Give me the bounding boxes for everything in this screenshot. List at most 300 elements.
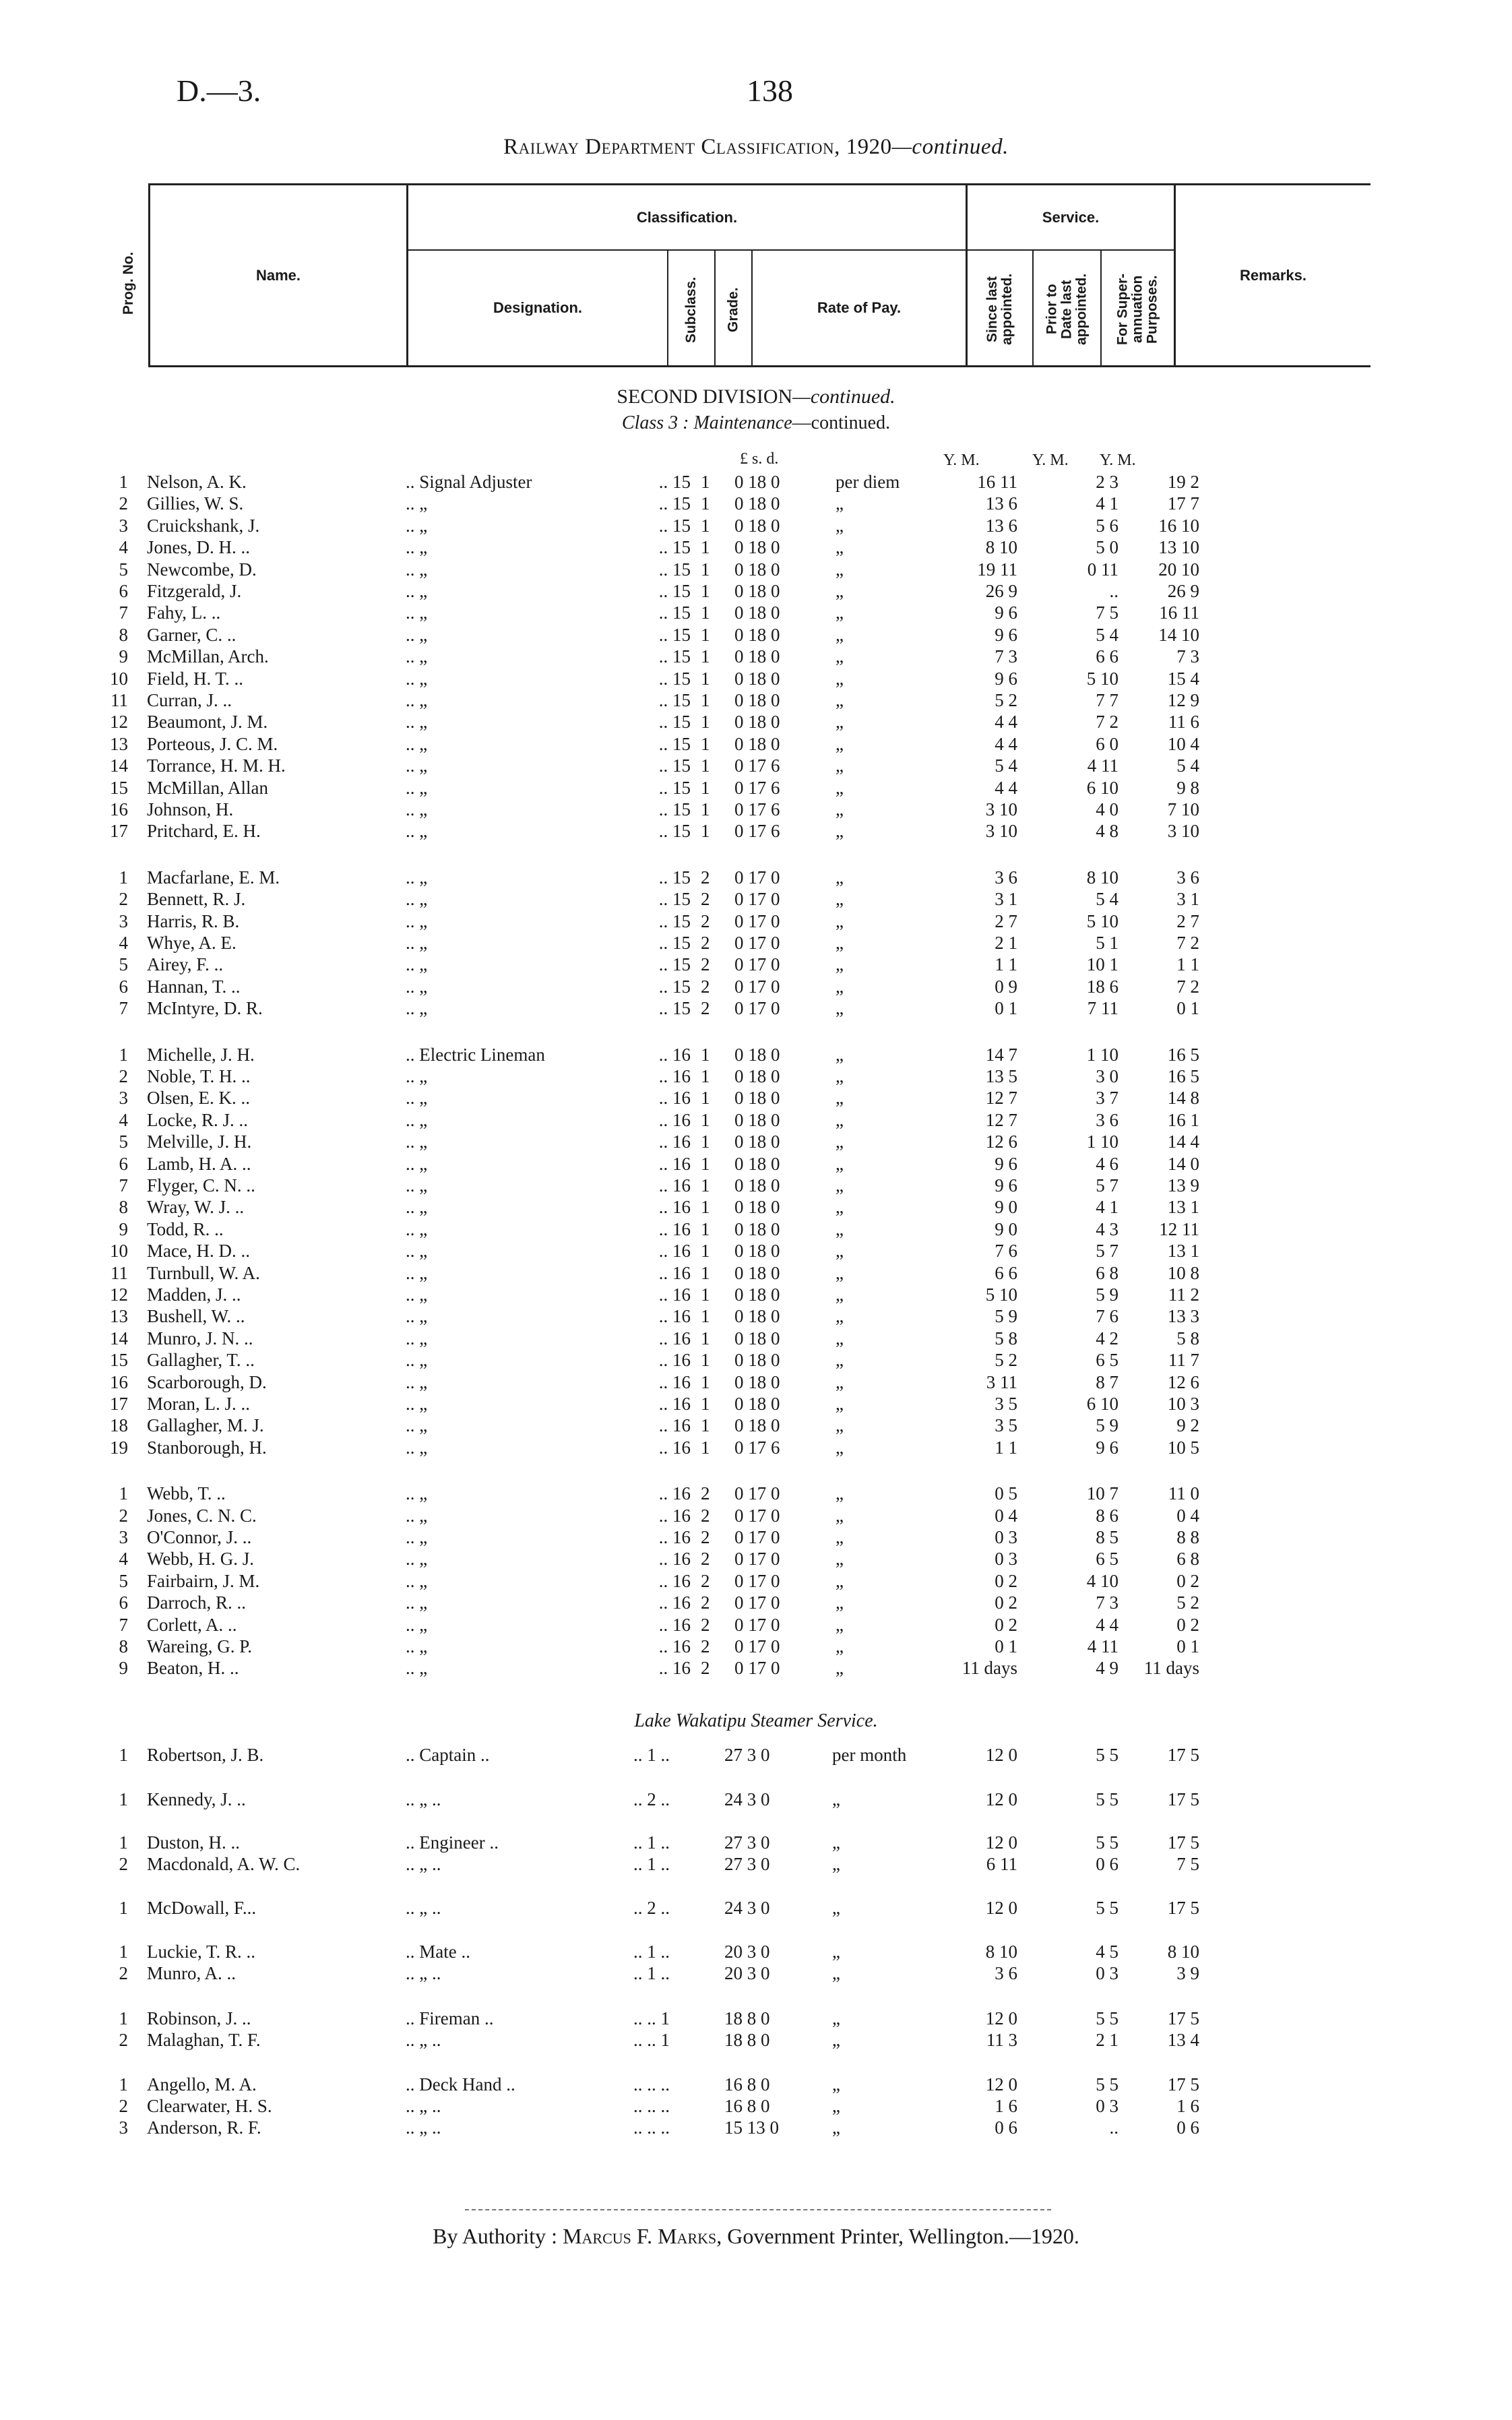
cell-pay: 0 18 0 bbox=[734, 1350, 780, 1370]
cell-s1: 0 5 bbox=[995, 1483, 1017, 1503]
cell-grd: 1 bbox=[701, 1350, 710, 1370]
table-row bbox=[0, 1962, 1512, 1985]
cell-no: 6 bbox=[119, 581, 128, 601]
cell-des: .. „ bbox=[406, 646, 428, 666]
cell-pay: 0 17 6 bbox=[734, 778, 780, 798]
table-row bbox=[0, 1570, 1512, 1592]
cell-sub: .. 15 bbox=[658, 690, 691, 710]
cell-s2: 1 10 bbox=[1086, 1045, 1119, 1065]
cell-grd: 2 bbox=[701, 1658, 710, 1678]
table-row bbox=[0, 1065, 1512, 1088]
table-row bbox=[0, 601, 1512, 624]
cell-s3: 3 1 bbox=[1176, 889, 1199, 909]
cell-name: Olsen, E. K. .. bbox=[147, 1088, 250, 1108]
cell-sub: .. 2 .. bbox=[633, 1898, 670, 1918]
cell-pay: 0 18 0 bbox=[734, 1263, 780, 1283]
cell-s2: 4 1 bbox=[1096, 493, 1119, 514]
cell-per: „ bbox=[832, 1789, 840, 1809]
cell-des: .. „ bbox=[406, 1175, 428, 1196]
cell-name: Macdonald, A. W. C. bbox=[147, 1854, 301, 1874]
cell-pay: 0 17 0 bbox=[734, 1615, 780, 1635]
cell-pay: 0 18 0 bbox=[734, 581, 780, 601]
cell-s1: 1 6 bbox=[995, 2096, 1017, 2116]
cell-grd: 1 bbox=[701, 669, 710, 689]
cell-des: .. „ bbox=[406, 976, 428, 997]
cell-no: 13 bbox=[110, 734, 128, 754]
cell-grd: 1 bbox=[701, 799, 710, 819]
table-row bbox=[0, 645, 1512, 668]
cell-des: .. „ bbox=[406, 1549, 428, 1569]
cell-sub: .. 16 bbox=[658, 1219, 691, 1239]
cell-grd: 1 bbox=[701, 1284, 710, 1305]
section-title bbox=[0, 385, 1512, 408]
cell-no: 18 bbox=[110, 1415, 128, 1435]
cell-pay: 0 17 6 bbox=[734, 821, 780, 841]
cell-pay: 0 17 0 bbox=[734, 889, 780, 909]
cell-s3: 13 10 bbox=[1158, 537, 1199, 557]
cell-sub: .. 1 .. bbox=[633, 1963, 670, 1983]
cell-s3: 8 8 bbox=[1176, 1527, 1199, 1547]
cell-des: .. „ bbox=[406, 1197, 428, 1217]
class-heading bbox=[0, 412, 1512, 434]
cell-s1: 9 6 bbox=[995, 602, 1017, 623]
cell-name: Airey, F. .. bbox=[147, 954, 224, 974]
cell-grd: 2 bbox=[701, 1483, 710, 1503]
cell-s2: 3 6 bbox=[1096, 1110, 1119, 1130]
cell-pay: 0 17 0 bbox=[734, 1483, 780, 1503]
col-service: Service. bbox=[1042, 208, 1100, 226]
cell-per: „ bbox=[836, 867, 844, 888]
cell-s3: 11 2 bbox=[1168, 1284, 1199, 1305]
cell-no: 10 bbox=[110, 669, 128, 689]
cell-pay: 0 17 6 bbox=[734, 799, 780, 819]
cell-sub: .. 15 bbox=[658, 821, 691, 841]
cell-s3: 13 1 bbox=[1167, 1241, 1199, 1261]
cell-name: Porteous, J. C. M. bbox=[147, 734, 278, 754]
cell-per: „ bbox=[836, 1328, 844, 1348]
class-name: Maintenance bbox=[693, 412, 792, 433]
cell-s3: 17 7 bbox=[1167, 493, 1199, 514]
cell-sub: .. 15 bbox=[658, 778, 691, 798]
cell-s1: 9 6 bbox=[995, 1154, 1017, 1174]
cell-pay: 0 18 0 bbox=[734, 712, 780, 732]
table-row bbox=[0, 1853, 1512, 1875]
cell-s2: 2 3 bbox=[1096, 472, 1119, 492]
cell-grd: 1 bbox=[701, 1415, 710, 1435]
table-row bbox=[0, 689, 1512, 712]
cell-s1: 4 4 bbox=[995, 734, 1017, 754]
cell-sub: .. 15 bbox=[658, 933, 691, 953]
cell-sub: .. 16 bbox=[658, 1549, 691, 1569]
cell-s3: 17 5 bbox=[1167, 2008, 1199, 2028]
cell-s3: 14 10 bbox=[1158, 625, 1199, 645]
footer-rule bbox=[465, 2209, 1051, 2210]
cell-pay: 20 3 0 bbox=[724, 1963, 770, 1983]
cell-name: Corlett, A. .. bbox=[147, 1615, 237, 1635]
cell-des: .. „ bbox=[406, 1350, 428, 1370]
cell-name: Torrance, H. M. H. bbox=[147, 755, 286, 776]
cell-grd: 2 bbox=[701, 998, 710, 1018]
cell-sub: .. 16 bbox=[658, 1394, 691, 1414]
cell-s2: 5 5 bbox=[1096, 2008, 1119, 2028]
cell-s1: 7 6 bbox=[995, 1241, 1017, 1261]
cell-pay: 0 17 0 bbox=[734, 1571, 780, 1591]
table-row bbox=[0, 776, 1512, 799]
cell-pay: 0 18 0 bbox=[734, 734, 780, 754]
cell-s2: .. bbox=[1109, 2117, 1119, 2138]
class-label: Class 3 : bbox=[621, 412, 689, 433]
table-row bbox=[0, 1109, 1512, 1131]
cell-name: Beaumont, J. M. bbox=[147, 712, 268, 732]
cell-s2: 5 5 bbox=[1096, 1745, 1119, 1765]
cell-des: .. „ bbox=[406, 1372, 428, 1392]
cell-per: „ bbox=[836, 1636, 844, 1656]
cell-grd: 1 bbox=[701, 493, 710, 514]
table-row bbox=[0, 1656, 1512, 1679]
cell-s3: 7 10 bbox=[1167, 799, 1199, 819]
table-row bbox=[0, 1504, 1512, 1527]
cell-s3: 10 3 bbox=[1167, 1394, 1199, 1414]
cell-s1: 0 1 bbox=[995, 1636, 1017, 1656]
cell-per: „ bbox=[836, 1175, 844, 1196]
cell-s3: 7 2 bbox=[1176, 933, 1199, 953]
cell-des: .. Captain .. bbox=[406, 1745, 490, 1765]
table-row bbox=[0, 492, 1512, 515]
col-remarks: Remarks. bbox=[1239, 266, 1307, 284]
cell-grd: 1 bbox=[701, 734, 710, 754]
cell-s2: 6 8 bbox=[1096, 1263, 1119, 1283]
cell-no: 4 bbox=[119, 1549, 128, 1569]
cell-s3: 11 6 bbox=[1168, 712, 1199, 732]
cell-sub: .. .. .. bbox=[633, 2117, 670, 2138]
cell-s2: 4 1 bbox=[1096, 1197, 1119, 1217]
cell-s3: 6 8 bbox=[1176, 1549, 1199, 1569]
cell-s2: 4 4 bbox=[1096, 1615, 1119, 1635]
cell-grd: 1 bbox=[701, 821, 710, 841]
cell-name: McDowall, F... bbox=[147, 1898, 257, 1918]
cell-sub: .. 15 bbox=[658, 889, 691, 909]
cell-s1: 12 7 bbox=[985, 1110, 1017, 1130]
cell-des: .. „ bbox=[406, 933, 428, 953]
cell-s3: 17 5 bbox=[1167, 2074, 1199, 2095]
cell-s3: 12 9 bbox=[1167, 690, 1199, 710]
cell-sub: .. 15 bbox=[658, 472, 691, 492]
cell-s3: 19 2 bbox=[1167, 472, 1199, 492]
table-row bbox=[0, 1743, 1512, 1766]
table-row bbox=[0, 1547, 1512, 1570]
table-row bbox=[0, 2007, 1512, 2030]
cell-per: „ bbox=[836, 1110, 844, 1130]
cell-s1: 9 6 bbox=[995, 669, 1017, 689]
cell-per: „ bbox=[836, 998, 844, 1018]
cell-des: .. „ bbox=[406, 1110, 428, 1130]
cell-pay: 0 17 0 bbox=[734, 933, 780, 953]
cell-sub: .. .. .. bbox=[633, 2096, 670, 2116]
cell-pay: 0 18 0 bbox=[734, 690, 780, 710]
cell-s2: 8 6 bbox=[1096, 1506, 1119, 1526]
cell-s1: 0 3 bbox=[995, 1549, 1017, 1569]
table-row bbox=[0, 667, 1512, 690]
table-row bbox=[0, 1086, 1512, 1109]
cell-des: .. „ bbox=[406, 516, 428, 536]
footer-imprint bbox=[0, 2224, 1512, 2249]
cell-no: 4 bbox=[119, 537, 128, 557]
cell-des: .. „ bbox=[406, 1437, 428, 1458]
cell-s2: 5 5 bbox=[1096, 1832, 1119, 1853]
cell-sub: .. 15 bbox=[658, 669, 691, 689]
cell-name: Kennedy, J. .. bbox=[147, 1789, 246, 1809]
table-row bbox=[0, 1218, 1512, 1241]
cell-per: „ bbox=[836, 889, 844, 909]
cell-s2: 5 5 bbox=[1096, 1789, 1119, 1809]
cell-no: 2 bbox=[119, 1066, 128, 1086]
table-row bbox=[0, 1196, 1512, 1218]
cell-grd: 1 bbox=[701, 1219, 710, 1239]
table-row bbox=[0, 1327, 1512, 1350]
cell-pay: 0 18 0 bbox=[734, 602, 780, 623]
cell-des: .. „ bbox=[406, 911, 428, 931]
cell-no: 1 bbox=[119, 2074, 128, 2095]
cell-s2: 9 6 bbox=[1096, 1437, 1119, 1458]
cell-sub: .. 16 bbox=[658, 1284, 691, 1305]
cell-no: 6 bbox=[119, 976, 128, 997]
cell-s3: 13 4 bbox=[1167, 2030, 1199, 2050]
cell-name: Anderson, R. F. bbox=[147, 2117, 261, 2138]
cell-name: Newcombe, D. bbox=[147, 559, 257, 580]
table-row bbox=[0, 1613, 1512, 1636]
cell-s3: 1 1 bbox=[1176, 954, 1199, 974]
cell-sub: .. 16 bbox=[658, 1437, 691, 1458]
cell-no: 7 bbox=[119, 998, 128, 1018]
cell-name: Wareing, G. P. bbox=[147, 1636, 253, 1656]
cell-grd: 2 bbox=[701, 1571, 710, 1591]
cell-s3: 13 9 bbox=[1167, 1175, 1199, 1196]
cell-pay: 0 18 0 bbox=[734, 1415, 780, 1435]
cell-s2: 5 9 bbox=[1096, 1415, 1119, 1435]
cell-s2: 5 5 bbox=[1096, 2074, 1119, 2095]
cell-pay: 0 18 0 bbox=[734, 1284, 780, 1305]
cell-s3: 9 8 bbox=[1176, 778, 1199, 798]
cell-s2: .. bbox=[1109, 581, 1119, 601]
cell-name: Whye, A. E. bbox=[147, 933, 237, 953]
cell-grd: 1 bbox=[701, 537, 710, 557]
cell-des: .. „ .. bbox=[406, 1854, 441, 1874]
cell-pay: 0 18 0 bbox=[734, 1241, 780, 1261]
cell-des: .. „ bbox=[406, 493, 428, 514]
cell-name: Malaghan, T. F. bbox=[147, 2030, 261, 2050]
cell-s2: 4 8 bbox=[1096, 821, 1119, 841]
cell-per: „ bbox=[836, 1284, 844, 1305]
cell-pay: 0 18 0 bbox=[734, 1197, 780, 1217]
cell-des: .. „ bbox=[406, 690, 428, 710]
cell-pay: 0 18 0 bbox=[734, 516, 780, 536]
cell-per: „ bbox=[836, 1350, 844, 1370]
cell-s2: 5 5 bbox=[1096, 1898, 1119, 1918]
cell-per: „ bbox=[836, 625, 844, 645]
cell-s3: 16 1 bbox=[1167, 1110, 1199, 1130]
cell-pay: 0 18 0 bbox=[734, 1110, 780, 1130]
cell-no: 1 bbox=[119, 1942, 128, 1962]
cell-grd: 1 bbox=[701, 1110, 710, 1130]
cell-sub: .. 16 bbox=[658, 1636, 691, 1656]
cell-s1: 12 0 bbox=[985, 1832, 1017, 1853]
cell-s3: 3 9 bbox=[1176, 1963, 1199, 1983]
cell-pay: 0 18 0 bbox=[734, 1219, 780, 1239]
cell-pay: 0 18 0 bbox=[734, 559, 780, 580]
cell-sub: .. 15 bbox=[658, 559, 691, 580]
cell-name: Robinson, J. .. bbox=[147, 2008, 251, 2028]
cell-s2: 5 4 bbox=[1096, 889, 1119, 909]
table-row bbox=[0, 1436, 1512, 1459]
cell-name: Luckie, T. R. .. bbox=[147, 1942, 255, 1962]
cell-s1: 3 11 bbox=[986, 1372, 1017, 1392]
cell-sub: .. 16 bbox=[658, 1615, 691, 1635]
cell-sub: .. 16 bbox=[658, 1372, 691, 1392]
cell-s1: 8 10 bbox=[985, 537, 1017, 557]
cell-grd: 1 bbox=[701, 1328, 710, 1348]
col-prog-no: Prog. No. bbox=[121, 251, 136, 315]
cell-des: .. „ bbox=[406, 712, 428, 732]
cell-no: 2 bbox=[119, 493, 128, 514]
cell-s2: 4 11 bbox=[1087, 755, 1119, 776]
cell-no: 17 bbox=[110, 821, 128, 841]
cell-sub: .. .. .. bbox=[633, 2074, 670, 2095]
cell-des: .. „ bbox=[406, 1636, 428, 1656]
cell-pay: 24 3 0 bbox=[724, 1898, 770, 1918]
cell-sub: .. 16 bbox=[658, 1483, 691, 1503]
cell-name: Bushell, W. .. bbox=[147, 1306, 245, 1326]
cell-sub: .. 16 bbox=[658, 1527, 691, 1547]
cell-s3: 17 5 bbox=[1167, 1898, 1199, 1918]
cell-per: „ bbox=[836, 799, 844, 819]
cell-pay: 18 8 0 bbox=[724, 2030, 770, 2050]
cell-s1: 13 6 bbox=[985, 493, 1017, 514]
cell-des: .. Engineer .. bbox=[406, 1832, 499, 1853]
cell-grd: 1 bbox=[701, 625, 710, 645]
cell-per: „ bbox=[836, 537, 844, 557]
cell-s3: 10 8 bbox=[1167, 1263, 1199, 1283]
table-row bbox=[0, 558, 1512, 581]
cell-grd: 1 bbox=[701, 472, 710, 492]
cell-s2: 5 6 bbox=[1096, 516, 1119, 536]
cell-s3: 2 7 bbox=[1176, 911, 1199, 931]
cell-des: .. „ bbox=[406, 1306, 428, 1326]
table-row bbox=[0, 470, 1512, 493]
cell-per: „ bbox=[836, 1372, 844, 1392]
cell-grd: 1 bbox=[701, 778, 710, 798]
cell-pay: 0 18 0 bbox=[734, 646, 780, 666]
cell-no: 10 bbox=[110, 1241, 128, 1261]
cell-pay: 0 18 0 bbox=[734, 625, 780, 645]
cell-s2: 5 10 bbox=[1086, 669, 1119, 689]
cell-s1: 14 7 bbox=[985, 1045, 1017, 1065]
cell-sub: .. 16 bbox=[658, 1066, 691, 1086]
cell-per: „ bbox=[836, 1131, 844, 1152]
table-row bbox=[0, 931, 1512, 954]
cell-no: 1 bbox=[119, 1745, 128, 1765]
cell-name: Gallagher, M. J. bbox=[147, 1415, 264, 1435]
cell-sub: .. 16 bbox=[658, 1241, 691, 1261]
cell-pay: 0 18 0 bbox=[734, 1175, 780, 1196]
table-row bbox=[0, 514, 1512, 537]
cell-grd: 1 bbox=[701, 1241, 710, 1261]
cell-sub: .. 16 bbox=[658, 1571, 691, 1591]
cell-s3: 8 10 bbox=[1167, 1942, 1199, 1962]
cell-des: .. „ bbox=[406, 1328, 428, 1348]
cell-name: Fairbairn, J. M. bbox=[147, 1571, 260, 1591]
cell-no: 14 bbox=[110, 1328, 128, 1348]
lake-service-title: Lake Wakatipu Steamer Service. bbox=[634, 1710, 878, 1731]
cell-s1: 19 11 bbox=[977, 559, 1017, 580]
cell-s2: 4 11 bbox=[1087, 1636, 1119, 1656]
cell-per: „ bbox=[836, 1615, 844, 1635]
cell-per: „ bbox=[836, 559, 844, 580]
cell-name: Bennett, R. J. bbox=[147, 889, 246, 909]
cell-des: .. „ bbox=[406, 867, 428, 888]
cell-des: .. „ bbox=[406, 1592, 428, 1613]
cell-s1: 2 1 bbox=[995, 933, 1017, 953]
cell-pay: 0 18 0 bbox=[734, 1154, 780, 1174]
table-row bbox=[0, 710, 1512, 733]
cell-sub: .. 16 bbox=[658, 1197, 691, 1217]
cell-grd: 1 bbox=[701, 1263, 710, 1283]
cell-s1: 9 6 bbox=[995, 1175, 1017, 1196]
cell-s2: 5 9 bbox=[1096, 1284, 1119, 1305]
cell-name: Lamb, H. A. .. bbox=[147, 1154, 251, 1174]
cell-sub: .. .. 1 bbox=[633, 2030, 670, 2050]
cell-s1: 1 1 bbox=[995, 1437, 1017, 1458]
cell-des: .. „ bbox=[406, 1241, 428, 1261]
cell-no: 1 bbox=[119, 472, 128, 492]
cell-s1: 12 6 bbox=[985, 1131, 1017, 1152]
cell-no: 2 bbox=[119, 1854, 128, 1874]
table-row bbox=[0, 1831, 1512, 1854]
cell-des: .. „ bbox=[406, 1571, 428, 1591]
cell-name: Melville, J. H. bbox=[147, 1131, 252, 1152]
cell-s2: 5 0 bbox=[1096, 537, 1119, 557]
cell-des: .. „ bbox=[406, 581, 428, 601]
table-row bbox=[0, 1414, 1512, 1437]
page-number: 138 bbox=[747, 73, 793, 108]
cell-s2: 8 7 bbox=[1096, 1372, 1119, 1392]
col-designation: Designation. bbox=[493, 299, 582, 316]
cell-per: „ bbox=[836, 1045, 844, 1065]
table-row bbox=[0, 1635, 1512, 1658]
cell-per: „ bbox=[836, 1306, 844, 1326]
cell-s1: 8 10 bbox=[985, 1942, 1017, 1962]
cell-no: 8 bbox=[119, 625, 128, 645]
rule-bottom bbox=[148, 365, 1371, 367]
cell-s2: 4 2 bbox=[1096, 1328, 1119, 1348]
cell-s2: 4 0 bbox=[1096, 799, 1119, 819]
cell-pay: 0 18 0 bbox=[734, 1088, 780, 1108]
cell-s1: 12 0 bbox=[985, 2074, 1017, 2095]
cell-sub: .. 1 .. bbox=[633, 1745, 670, 1765]
cell-s2: 7 2 bbox=[1096, 712, 1119, 732]
cell-per: „ bbox=[832, 2008, 840, 2028]
cell-no: 5 bbox=[119, 1131, 128, 1152]
cell-s1: 0 1 bbox=[995, 998, 1017, 1018]
table-row bbox=[0, 1130, 1512, 1153]
cell-pay: 0 17 0 bbox=[734, 976, 780, 997]
cell-s3: 11 0 bbox=[1168, 1483, 1199, 1503]
cell-s2: 6 0 bbox=[1096, 734, 1119, 754]
cell-no: 12 bbox=[110, 712, 128, 732]
cell-sub: .. 15 bbox=[658, 493, 691, 514]
cell-sub: .. 15 bbox=[658, 755, 691, 776]
cell-s2: 10 1 bbox=[1086, 954, 1119, 974]
cell-no: 9 bbox=[119, 1658, 128, 1678]
